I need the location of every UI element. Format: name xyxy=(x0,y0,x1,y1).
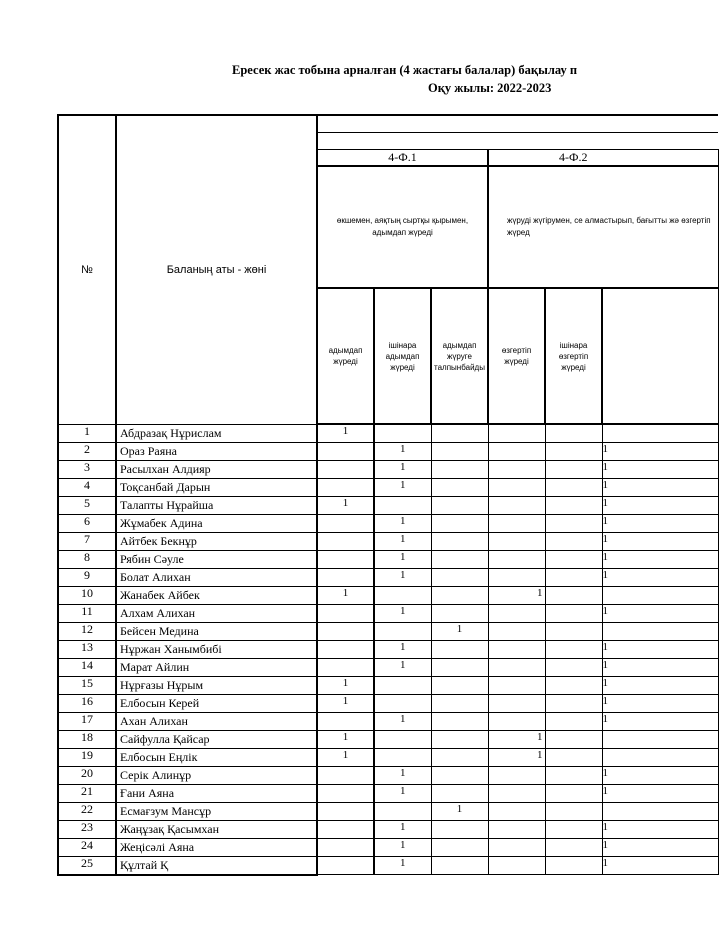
cell-ishinara-ozgertip xyxy=(545,532,602,550)
cell-ishinara-adymdap: 1 xyxy=(374,712,431,730)
cell-adymdap xyxy=(317,838,374,856)
cell-ozgertip xyxy=(488,568,545,586)
cell-ozgertip xyxy=(488,712,545,730)
cell-ishinara-adymdap xyxy=(374,424,431,442)
cell-extra: 1 xyxy=(602,838,718,856)
row-number: 15 xyxy=(58,676,116,694)
cell-ozgertip xyxy=(488,820,545,838)
cell-extra: 1 xyxy=(602,496,718,514)
cell-adymdap xyxy=(317,856,374,875)
cell-ishinara-ozgertip xyxy=(545,586,602,604)
name-header: Баланың аты - жөні xyxy=(116,115,317,424)
cell-ishinara-ozgertip xyxy=(545,730,602,748)
cell-extra: 1 xyxy=(602,676,718,694)
cell-ishinara-ozgertip xyxy=(545,784,602,802)
child-name: Расылхан Алдияр xyxy=(116,460,317,478)
group-description-1: өкшемен, аяқтың сыртқы қырымен, адымдап жүреді xyxy=(317,166,488,288)
cell-talpynbaidy xyxy=(431,496,488,514)
cell-adymdap xyxy=(317,514,374,532)
cell-adymdap: 1 xyxy=(317,496,374,514)
cell-extra: 1 xyxy=(602,640,718,658)
child-name: Жанабек Айбек xyxy=(116,586,317,604)
cell-extra xyxy=(602,424,718,442)
cell-ishinara-ozgertip xyxy=(545,694,602,712)
cell-ishinara-ozgertip xyxy=(545,622,602,640)
cell-adymdap xyxy=(317,604,374,622)
child-name: Рябин Сәуле xyxy=(116,550,317,568)
row-number: 12 xyxy=(58,622,116,640)
document-title: Ересек жас тобына арналған (4 жастағы балалар) бақылау п xyxy=(232,63,578,77)
table-row xyxy=(58,712,718,730)
cell-talpynbaidy xyxy=(431,784,488,802)
cell-ishinara-ozgertip xyxy=(545,802,602,820)
table-row xyxy=(58,838,718,856)
cell-talpynbaidy xyxy=(431,730,488,748)
cell-ishinara-ozgertip xyxy=(545,640,602,658)
row-number: 3 xyxy=(58,460,116,478)
cell-ishinara-adymdap xyxy=(374,496,431,514)
cell-extra: 1 xyxy=(602,658,718,676)
cell-extra: 1 xyxy=(602,784,718,802)
child-name: Елбосын Керей xyxy=(116,694,317,712)
cell-ozgertip xyxy=(488,784,545,802)
subheader-1: адымдап жүреді xyxy=(317,288,374,424)
cell-ishinara-adymdap: 1 xyxy=(374,820,431,838)
cell-ishinara-ozgertip xyxy=(545,676,602,694)
cell-extra: 1 xyxy=(602,514,718,532)
cell-ishinara-adymdap: 1 xyxy=(374,550,431,568)
cell-adymdap xyxy=(317,622,374,640)
cell-extra: 1 xyxy=(602,550,718,568)
table-row xyxy=(58,820,718,838)
cell-ishinara-ozgertip xyxy=(545,496,602,514)
row-number: 11 xyxy=(58,604,116,622)
cell-ozgertip xyxy=(488,676,545,694)
cell-adymdap: 1 xyxy=(317,586,374,604)
row-number: 19 xyxy=(58,748,116,766)
cell-adymdap: 1 xyxy=(317,730,374,748)
cell-adymdap xyxy=(317,640,374,658)
cell-ozgertip xyxy=(488,424,545,442)
cell-ishinara-ozgertip xyxy=(545,514,602,532)
cell-talpynbaidy xyxy=(431,532,488,550)
cell-ishinara-ozgertip xyxy=(545,550,602,568)
child-name: Тоқсанбай Дарын xyxy=(116,478,317,496)
cell-talpynbaidy xyxy=(431,460,488,478)
row-number: 10 xyxy=(58,586,116,604)
cell-ishinara-adymdap xyxy=(374,802,431,820)
cell-extra xyxy=(602,622,718,640)
cell-ozgertip xyxy=(488,622,545,640)
cell-ozgertip xyxy=(488,478,545,496)
row-number: 5 xyxy=(58,496,116,514)
cell-talpynbaidy xyxy=(431,676,488,694)
cell-adymdap xyxy=(317,784,374,802)
cell-ishinara-adymdap: 1 xyxy=(374,514,431,532)
cell-adymdap xyxy=(317,820,374,838)
cell-ishinara-ozgertip xyxy=(545,568,602,586)
cell-ishinara-ozgertip xyxy=(545,478,602,496)
cell-extra: 1 xyxy=(602,766,718,784)
cell-ishinara-ozgertip xyxy=(545,820,602,838)
cell-ozgertip xyxy=(488,802,545,820)
cell-talpynbaidy xyxy=(431,658,488,676)
table-row xyxy=(58,730,718,748)
table-row xyxy=(58,658,718,676)
group-code-2: 4-Ф.2 xyxy=(488,149,718,166)
cell-ishinara-adymdap: 1 xyxy=(374,784,431,802)
cell-ozgertip xyxy=(488,658,545,676)
row-number: 20 xyxy=(58,766,116,784)
table-row xyxy=(58,676,718,694)
cell-ozgertip xyxy=(488,694,545,712)
cell-ishinara-ozgertip xyxy=(545,460,602,478)
group-code-1: 4-Ф.1 xyxy=(317,149,488,166)
cell-adymdap xyxy=(317,460,374,478)
row-number: 4 xyxy=(58,478,116,496)
child-name: Елбосын Еңлік xyxy=(116,748,317,766)
cell-talpynbaidy xyxy=(431,568,488,586)
cell-ishinara-adymdap xyxy=(374,748,431,766)
cell-extra: 1 xyxy=(602,532,718,550)
table-row xyxy=(58,640,718,658)
child-name: Ахан Алихан xyxy=(116,712,317,730)
cell-ozgertip: 1 xyxy=(488,748,545,766)
child-name: Марат Айлин xyxy=(116,658,317,676)
cell-ozgertip xyxy=(488,442,545,460)
child-name: Бейсен Медина xyxy=(116,622,317,640)
cell-talpynbaidy xyxy=(431,604,488,622)
table-row xyxy=(58,478,718,496)
cell-adymdap xyxy=(317,442,374,460)
cell-ishinara-ozgertip xyxy=(545,658,602,676)
cell-adymdap xyxy=(317,658,374,676)
cell-ozgertip xyxy=(488,766,545,784)
cell-extra: 1 xyxy=(602,478,718,496)
child-name: Серік Алинұр xyxy=(116,766,317,784)
subheader-3: адымдап жүруге талпынбайды xyxy=(431,288,488,424)
child-name: Нұржан Ханымбибі xyxy=(116,640,317,658)
subheader-6 xyxy=(602,288,718,424)
row-number: 6 xyxy=(58,514,116,532)
cell-ishinara-adymdap: 1 xyxy=(374,766,431,784)
cell-ishinara-adymdap: 1 xyxy=(374,604,431,622)
table-row xyxy=(58,568,718,586)
cell-ishinara-adymdap: 1 xyxy=(374,460,431,478)
subheader-2: ішінара адымдап жүреді xyxy=(374,288,431,424)
child-name: Есмағзум Мансұр xyxy=(116,802,317,820)
cell-adymdap xyxy=(317,532,374,550)
cell-ozgertip xyxy=(488,604,545,622)
child-name: Ғани Аяна xyxy=(116,784,317,802)
header-blank-row-2 xyxy=(317,132,718,149)
cell-ozgertip xyxy=(488,496,545,514)
cell-adymdap: 1 xyxy=(317,676,374,694)
cell-talpynbaidy xyxy=(431,820,488,838)
cell-ishinara-ozgertip xyxy=(545,424,602,442)
cell-extra: 1 xyxy=(602,820,718,838)
cell-ishinara-ozgertip xyxy=(545,442,602,460)
table-row xyxy=(58,622,718,640)
row-number: 22 xyxy=(58,802,116,820)
cell-adymdap xyxy=(317,550,374,568)
cell-talpynbaidy xyxy=(431,424,488,442)
cell-ishinara-adymdap: 1 xyxy=(374,442,431,460)
table-row xyxy=(58,856,718,875)
row-number: 9 xyxy=(58,568,116,586)
row-number: 7 xyxy=(58,532,116,550)
cell-ishinara-adymdap: 1 xyxy=(374,478,431,496)
cell-adymdap xyxy=(317,478,374,496)
cell-talpynbaidy xyxy=(431,712,488,730)
row-number: 14 xyxy=(58,658,116,676)
cell-ozgertip: 1 xyxy=(488,730,545,748)
cell-ishinara-adymdap: 1 xyxy=(374,856,431,875)
child-name: Айтбек Бекнұр xyxy=(116,532,317,550)
cell-ishinara-adymdap: 1 xyxy=(374,532,431,550)
cell-ishinara-adymdap xyxy=(374,676,431,694)
table-row xyxy=(58,460,718,478)
observation-table xyxy=(57,114,719,876)
table-row xyxy=(58,442,718,460)
row-number: 25 xyxy=(58,856,116,875)
table-row xyxy=(58,748,718,766)
cell-talpynbaidy xyxy=(431,586,488,604)
cell-ishinara-adymdap: 1 xyxy=(374,838,431,856)
cell-ishinara-ozgertip xyxy=(545,748,602,766)
row-number: 2 xyxy=(58,442,116,460)
cell-extra xyxy=(602,730,718,748)
cell-extra: 1 xyxy=(602,604,718,622)
cell-ishinara-ozgertip xyxy=(545,604,602,622)
child-name: Сайфулла Қайсар xyxy=(116,730,317,748)
child-name: Жұмабек Адина xyxy=(116,514,317,532)
group-description-2: жүруді жүгірумен, се алмастырып, бағытты жә өзгертіп жүред xyxy=(488,166,718,288)
cell-ozgertip: 1 xyxy=(488,586,545,604)
cell-ishinara-adymdap xyxy=(374,730,431,748)
cell-talpynbaidy: 1 xyxy=(431,802,488,820)
table-row xyxy=(58,784,718,802)
cell-ishinara-adymdap xyxy=(374,586,431,604)
cell-ozgertip xyxy=(488,514,545,532)
cell-ishinara-ozgertip xyxy=(545,766,602,784)
cell-ishinara-ozgertip xyxy=(545,856,602,875)
cell-extra: 1 xyxy=(602,694,718,712)
cell-adymdap xyxy=(317,802,374,820)
table-row xyxy=(58,514,718,532)
cell-talpynbaidy xyxy=(431,748,488,766)
cell-talpynbaidy xyxy=(431,514,488,532)
cell-extra: 1 xyxy=(602,442,718,460)
row-number: 24 xyxy=(58,838,116,856)
cell-talpynbaidy xyxy=(431,856,488,875)
cell-extra xyxy=(602,748,718,766)
child-name: Жаңұзақ Қасымхан xyxy=(116,820,317,838)
child-name: Талапты Нұрайша xyxy=(116,496,317,514)
subheader-5: ішінара өзгертіп жүреді xyxy=(545,288,602,424)
row-number: 21 xyxy=(58,784,116,802)
table-row xyxy=(58,424,718,442)
child-name: Абдразақ Нұрислам xyxy=(116,424,317,442)
row-number: 8 xyxy=(58,550,116,568)
cell-adymdap: 1 xyxy=(317,748,374,766)
cell-ishinara-adymdap xyxy=(374,622,431,640)
row-number: 1 xyxy=(58,424,116,442)
cell-talpynbaidy xyxy=(431,550,488,568)
cell-extra: 1 xyxy=(602,568,718,586)
cell-ishinara-adymdap: 1 xyxy=(374,568,431,586)
academic-year: Оқу жылы: 2022-2023 xyxy=(428,81,552,95)
cell-extra: 1 xyxy=(602,712,718,730)
row-number: 16 xyxy=(58,694,116,712)
row-number: 17 xyxy=(58,712,116,730)
child-name: Болат Алихан xyxy=(116,568,317,586)
cell-ozgertip xyxy=(488,550,545,568)
child-name: Нұрғазы Нұрым xyxy=(116,676,317,694)
cell-talpynbaidy xyxy=(431,442,488,460)
cell-adymdap xyxy=(317,766,374,784)
cell-talpynbaidy: 1 xyxy=(431,622,488,640)
cell-ishinara-adymdap xyxy=(374,694,431,712)
table-row xyxy=(58,496,718,514)
table-row xyxy=(58,802,718,820)
cell-extra: 1 xyxy=(602,460,718,478)
row-number: 13 xyxy=(58,640,116,658)
row-number: 23 xyxy=(58,820,116,838)
cell-adymdap xyxy=(317,712,374,730)
subheader-4: өзгертіп жүреді xyxy=(488,288,545,424)
number-header: № xyxy=(58,115,116,424)
cell-adymdap: 1 xyxy=(317,694,374,712)
cell-extra: 1 xyxy=(602,856,718,875)
cell-ishinara-adymdap: 1 xyxy=(374,658,431,676)
cell-ishinara-adymdap: 1 xyxy=(374,640,431,658)
table-row xyxy=(58,694,718,712)
cell-ozgertip xyxy=(488,838,545,856)
cell-adymdap: 1 xyxy=(317,424,374,442)
cell-ozgertip xyxy=(488,532,545,550)
cell-talpynbaidy xyxy=(431,478,488,496)
child-name: Алхам Алихан xyxy=(116,604,317,622)
cell-talpynbaidy xyxy=(431,766,488,784)
child-name: Жеңісәлі Аяна xyxy=(116,838,317,856)
header-blank-row-1 xyxy=(317,115,718,132)
cell-talpynbaidy xyxy=(431,640,488,658)
cell-ozgertip xyxy=(488,460,545,478)
cell-ozgertip xyxy=(488,640,545,658)
cell-extra xyxy=(602,586,718,604)
cell-ishinara-ozgertip xyxy=(545,838,602,856)
cell-talpynbaidy xyxy=(431,838,488,856)
child-name: Ораз Раяна xyxy=(116,442,317,460)
table-row xyxy=(58,532,718,550)
cell-talpynbaidy xyxy=(431,694,488,712)
child-name: Құлтай Қ xyxy=(116,856,317,875)
table-row xyxy=(58,604,718,622)
table-row xyxy=(58,766,718,784)
table-row xyxy=(58,586,718,604)
cell-ishinara-ozgertip xyxy=(545,712,602,730)
cell-ozgertip xyxy=(488,856,545,875)
cell-adymdap xyxy=(317,568,374,586)
cell-extra xyxy=(602,802,718,820)
table-row xyxy=(58,550,718,568)
row-number: 18 xyxy=(58,730,116,748)
